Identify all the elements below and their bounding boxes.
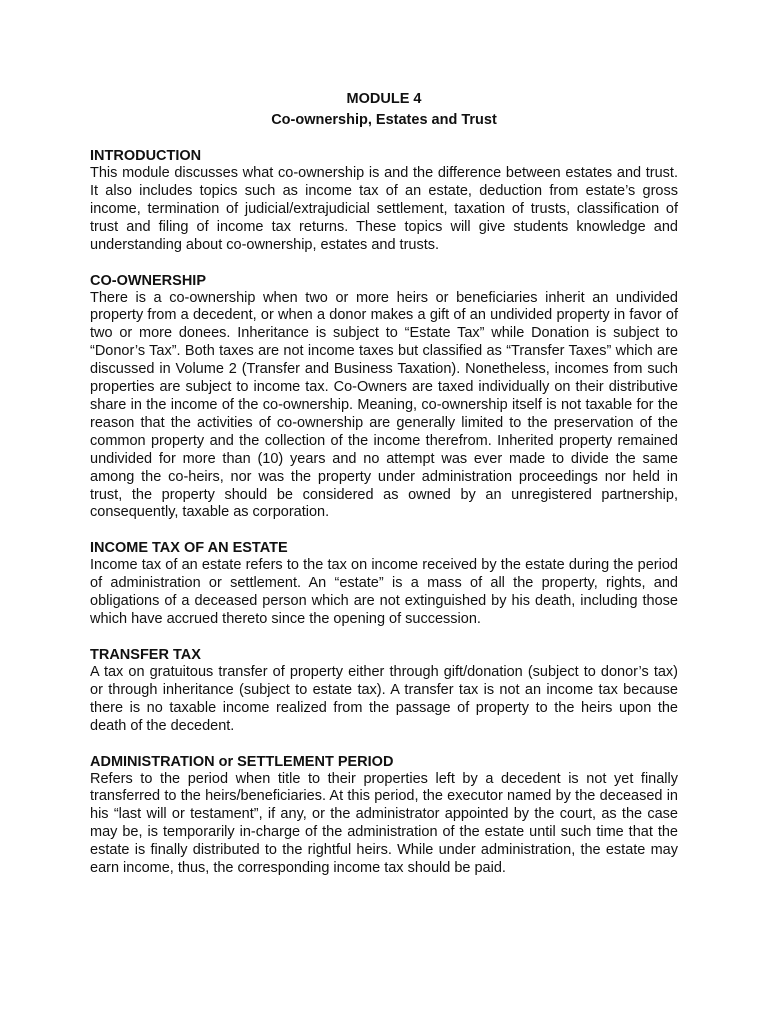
section-heading: INCOME TAX OF AN ESTATE: [90, 540, 288, 557]
section-heading: CO-OWNERSHIP: [90, 272, 206, 289]
document-page: [90, 90, 678, 878]
section-heading: TRANSFER TAX: [90, 646, 201, 663]
module-title: MODULE 4: [346, 91, 422, 107]
section-introduction: [90, 147, 678, 255]
section-transfer-tax: [90, 646, 678, 736]
section-heading: INTRODUCTION: [90, 148, 202, 164]
section-body: A tax on gratuitous transfer of property either through gift/donation (subject to donor’s tax) or through inheritance (subject to estate tax). A transfer tax is not an income tax because there is no taxable income realized from the passage of property to the heirs upon the death of the decedent.: [90, 663, 678, 734]
section-body: There is a co-ownership when two or more heirs or beneficiaries inherit an undivided property from a decedent, or when a donor makes a gift of an undivided property in favor of two or more donees. Inheritance is subject to “Estate Tax” while Donation is subject to “Donor’s Tax”. Both taxes are not income taxes but classified as “Transfer Taxes” which are discussed in Volume 2 (Transfer and Business Taxation). Nonetheless, incomes from such properties are subject to income tax. Co-Owners are taxed individually on their distributive share in the income of the co-ownership. Meaning, co-ownership itself is not taxable for the reason that the activities of co-ownership are generally limited to the preservation of the common property and the collection of the income therefrom. Inherited property remained undivided for more than (10) years and no attempt was ever made to divide the same among the co-heirs, nor was the property under administration proceedings nor held in trust, the property should be considered as owned by an unregistered partnership, consequently, taxable as corporation.: [90, 289, 678, 521]
section-body: This module discusses what co-ownership is and the difference between estates and trust. It also includes topics such as income tax of an estate, deduction from estate’s gross income, termination of judicial/extrajudicial settlement, taxation of trusts, classification of trust and filing of income tax returns. These topics will give students knowledge and understanding about co-ownership, estates and trusts.: [90, 165, 678, 253]
section-co-ownership: [90, 272, 678, 523]
section-body: Income tax of an estate refers to the tax on income received by the estate during the period of administration or settlement. An “estate” is a mass of all the property, rights, and obligations of a deceased person which are not extinguished by his death, including those which have accrued thereto since the opening of succession.: [90, 557, 678, 628]
section-income-tax-of-an-estate: [90, 539, 678, 629]
section-administration-or-settlement-period: [90, 753, 678, 878]
module-subtitle: Co-ownership, Estates and Trust: [271, 112, 497, 128]
section-body: Refers to the period when title to their properties left by a decedent is not yet finally transferred to the heirs/beneficiaries. At this period, the executor named by the deceased in his “last will or testament”, if any, or the administrator appointed by the court, as the case may be, is temporarily in-charge of the administration of the estate until such time that the estate is finally distributed to the rightful heirs. While under administration, the estate may earn income, thus, the corresponding income tax should be paid.: [90, 770, 678, 877]
section-heading: ADMINISTRATION or SETTLEMENT PERIOD: [90, 753, 394, 770]
